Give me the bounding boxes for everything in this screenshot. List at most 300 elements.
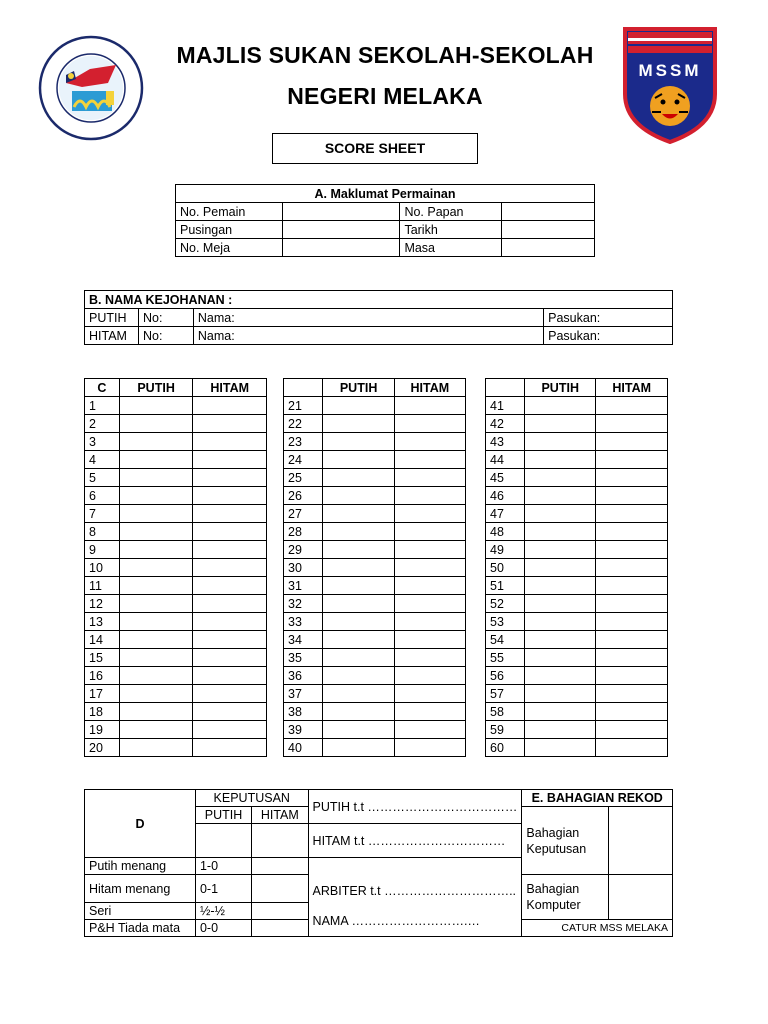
hitam-move-cell[interactable] [596, 613, 668, 631]
hitam-move-cell[interactable] [193, 415, 267, 433]
putih-move-cell[interactable] [323, 739, 394, 757]
hitam-move-cell[interactable] [193, 541, 267, 559]
hitam-move-cell[interactable] [193, 613, 267, 631]
putih-move-cell[interactable] [119, 703, 193, 721]
hitam-move-cell[interactable] [193, 487, 267, 505]
move-number: 52 [486, 595, 525, 613]
move-number: 24 [284, 451, 323, 469]
putih-move-cell[interactable] [525, 595, 596, 613]
move-row [284, 559, 466, 577]
putih-move-cell[interactable] [323, 721, 394, 739]
move-number: 37 [284, 685, 323, 703]
bahagian-keputusan-field[interactable] [609, 807, 673, 875]
hitam-move-cell[interactable] [394, 577, 465, 595]
result-putih-field[interactable] [195, 824, 251, 858]
putih-move-cell[interactable] [119, 505, 193, 523]
putih-move-cell[interactable] [525, 505, 596, 523]
move-row [486, 595, 668, 613]
putih-move-cell[interactable] [119, 721, 193, 739]
move-row [85, 523, 267, 541]
svg-text:MSSM: MSSM [638, 61, 702, 80]
hitam-move-cell[interactable] [394, 397, 465, 415]
move-row [85, 685, 267, 703]
hitam-move-cell[interactable] [394, 541, 465, 559]
label-no-papan: No. Papan [400, 203, 502, 221]
move-row [486, 487, 668, 505]
putih-move-cell[interactable] [323, 541, 394, 559]
moves-table-3 [485, 378, 668, 757]
hitam-move-cell[interactable] [394, 703, 465, 721]
move-row [284, 505, 466, 523]
move-number: 55 [486, 649, 525, 667]
move-number: 38 [284, 703, 323, 721]
result-label-seri: Seri [85, 903, 196, 920]
hitam-move-cell[interactable] [596, 595, 668, 613]
putih-move-cell[interactable] [525, 397, 596, 415]
move-number: 58 [486, 703, 525, 721]
move-row [284, 595, 466, 613]
hitam-move-cell[interactable] [394, 595, 465, 613]
putih-move-cell[interactable] [119, 487, 193, 505]
putih-move-cell[interactable] [119, 595, 193, 613]
hitam-move-cell[interactable] [193, 721, 267, 739]
result-score-putih-menang: 1-0 [195, 858, 251, 875]
move-number: 49 [486, 541, 525, 559]
move-row [284, 523, 466, 541]
move-row [486, 523, 668, 541]
result-mark-tiada-mata[interactable] [252, 920, 308, 937]
side-putih: PUTIH [85, 309, 139, 327]
col-hitam-header: HITAM [394, 379, 465, 397]
hitam-move-cell[interactable] [596, 721, 668, 739]
move-number: 50 [486, 559, 525, 577]
putih-move-cell[interactable] [119, 667, 193, 685]
putih-move-cell[interactable] [119, 685, 193, 703]
section-a-table [175, 184, 595, 257]
result-label-tiada-mata: P&H Tiada mata [85, 920, 196, 937]
move-number: 44 [486, 451, 525, 469]
putih-move-cell[interactable] [525, 487, 596, 505]
result-score-hitam-menang: 0-1 [195, 875, 251, 903]
putih-move-cell[interactable] [323, 649, 394, 667]
hitam-move-cell[interactable] [394, 649, 465, 667]
hitam-move-cell[interactable] [596, 433, 668, 451]
putih-move-cell[interactable] [525, 703, 596, 721]
result-label-hitam-menang: Hitam menang [85, 875, 196, 903]
move-row [284, 739, 466, 757]
hitam-move-cell[interactable] [596, 487, 668, 505]
keputusan-hitam: HITAM [252, 807, 308, 824]
putih-move-cell[interactable] [323, 505, 394, 523]
putih-move-cell[interactable] [119, 397, 193, 415]
move-number: 42 [486, 415, 525, 433]
move-row [85, 595, 267, 613]
putih-move-cell[interactable] [119, 451, 193, 469]
putih-move-cell[interactable] [323, 577, 394, 595]
putih-move-cell[interactable] [323, 703, 394, 721]
hitam-move-cell[interactable] [193, 523, 267, 541]
move-number: 48 [486, 523, 525, 541]
move-number: 1 [85, 397, 120, 415]
move-row [284, 541, 466, 559]
input-no-meja[interactable] [282, 239, 400, 257]
hitam-move-cell[interactable] [596, 541, 668, 559]
move-number: 60 [486, 739, 525, 757]
move-number: 41 [486, 397, 525, 415]
move-number: 3 [85, 433, 120, 451]
putih-move-cell[interactable] [323, 523, 394, 541]
putih-move-cell[interactable] [323, 469, 394, 487]
moves-table-2 [283, 378, 466, 757]
putih-move-cell[interactable] [119, 613, 193, 631]
putih-move-cell[interactable] [323, 685, 394, 703]
move-row [85, 397, 267, 415]
hitam-signature[interactable]: HITAM t.t …………………………… [308, 824, 522, 858]
hitam-move-cell[interactable] [596, 685, 668, 703]
col-hitam-header: HITAM [193, 379, 267, 397]
col-putih-header: PUTIH [323, 379, 394, 397]
putih-move-cell[interactable] [525, 685, 596, 703]
hitam-move-cell[interactable] [193, 469, 267, 487]
move-row [284, 415, 466, 433]
move-row [486, 739, 668, 757]
move-number: 12 [85, 595, 120, 613]
result-score-tiada-mata: 0-0 [195, 920, 251, 937]
move-number: 18 [85, 703, 120, 721]
move-number: 14 [85, 631, 120, 649]
move-number: 25 [284, 469, 323, 487]
side-hitam: HITAM [85, 327, 139, 345]
putih-move-cell[interactable] [525, 541, 596, 559]
move-row [284, 451, 466, 469]
move-number: 34 [284, 631, 323, 649]
bahagian-komputer-label: Bahagian Komputer [522, 875, 609, 920]
move-row [486, 721, 668, 739]
move-number: 36 [284, 667, 323, 685]
putih-move-cell[interactable] [119, 631, 193, 649]
move-row [486, 613, 668, 631]
putih-move-cell[interactable] [525, 559, 596, 577]
hitam-move-cell[interactable] [394, 451, 465, 469]
move-number: 6 [85, 487, 120, 505]
section-b-title: B. NAMA KEJOHANAN : [85, 291, 673, 309]
hitam-move-cell[interactable] [394, 415, 465, 433]
move-number: 4 [85, 451, 120, 469]
hitam-move-cell[interactable] [596, 469, 668, 487]
hitam-move-cell[interactable] [596, 451, 668, 469]
putih-move-cell[interactable] [525, 667, 596, 685]
move-number: 9 [85, 541, 120, 559]
section-e-title: E. BAHAGIAN REKOD [522, 790, 673, 807]
move-row [486, 433, 668, 451]
move-row [85, 649, 267, 667]
move-row [284, 649, 466, 667]
arbiter-name[interactable]: NAMA ……………………….… [312, 914, 480, 928]
move-row [85, 613, 267, 631]
move-number: 47 [486, 505, 525, 523]
putih-move-cell[interactable] [323, 613, 394, 631]
col-putih-header: PUTIH [119, 379, 193, 397]
hitam-nama-field[interactable]: Nama: [193, 327, 543, 345]
bahagian-keputusan-label: Bahagian Keputusan [522, 807, 609, 875]
move-row [284, 631, 466, 649]
hitam-move-cell[interactable] [193, 433, 267, 451]
move-row [85, 577, 267, 595]
move-number: 53 [486, 613, 525, 631]
page-title-line1: MAJLIS SUKAN SEKOLAH-SEKOLAH [176, 42, 594, 68]
move-row [85, 451, 267, 469]
move-row [85, 487, 267, 505]
hitam-move-cell[interactable] [394, 487, 465, 505]
result-hitam-field[interactable] [252, 824, 308, 858]
putih-move-cell[interactable] [525, 523, 596, 541]
putih-move-cell[interactable] [525, 631, 596, 649]
section-d-label: D [85, 790, 196, 858]
hitam-move-cell[interactable] [394, 505, 465, 523]
move-row [486, 685, 668, 703]
putih-no-field[interactable]: No: [138, 309, 193, 327]
hitam-move-cell[interactable] [193, 703, 267, 721]
move-row [85, 667, 267, 685]
hitam-move-cell[interactable] [394, 613, 465, 631]
move-number: 16 [85, 667, 120, 685]
label-pusingan: Pusingan [176, 221, 283, 239]
input-pusingan[interactable] [282, 221, 400, 239]
hitam-move-cell[interactable] [596, 505, 668, 523]
move-number: 51 [486, 577, 525, 595]
putih-move-cell[interactable] [525, 415, 596, 433]
move-number: 11 [85, 577, 120, 595]
result-mark-putih-menang[interactable] [252, 858, 308, 875]
hitam-move-cell[interactable] [193, 505, 267, 523]
arbiter-signature[interactable]: ARBITER t.t ………………………….. [312, 884, 517, 898]
putih-move-cell[interactable] [323, 433, 394, 451]
move-number: 59 [486, 721, 525, 739]
move-number: 17 [85, 685, 120, 703]
section-c-label: C [85, 379, 120, 397]
keputusan-header: KEPUTUSAN [195, 790, 308, 807]
move-number: 45 [486, 469, 525, 487]
section-a-title: A. Maklumat Permainan [176, 185, 595, 203]
hitam-move-cell[interactable] [394, 469, 465, 487]
move-row [486, 541, 668, 559]
footer-credit: CATUR MSS MELAKA [522, 920, 673, 937]
result-mark-hitam-menang[interactable] [252, 875, 308, 903]
hitam-move-cell[interactable] [596, 397, 668, 415]
move-number: 39 [284, 721, 323, 739]
putih-move-cell[interactable] [119, 577, 193, 595]
move-row [85, 721, 267, 739]
move-number: 57 [486, 685, 525, 703]
move-number: 10 [85, 559, 120, 577]
label-no-meja: No. Meja [176, 239, 283, 257]
putih-signature[interactable]: PUTIH t.t ……………………………… [308, 790, 522, 824]
putih-move-cell[interactable] [323, 595, 394, 613]
move-row [284, 487, 466, 505]
putih-move-cell[interactable] [119, 541, 193, 559]
hitam-move-cell[interactable] [596, 739, 668, 757]
hitam-move-cell[interactable] [193, 397, 267, 415]
move-number: 30 [284, 559, 323, 577]
move-number-header [284, 379, 323, 397]
putih-pasukan-field[interactable]: Pasukan: [544, 309, 673, 327]
move-number: 15 [85, 649, 120, 667]
putih-move-cell[interactable] [119, 415, 193, 433]
hitam-move-cell[interactable] [394, 433, 465, 451]
mssm-tiger-shield-logo [622, 26, 718, 144]
move-row [486, 649, 668, 667]
hitam-move-cell[interactable] [596, 631, 668, 649]
move-row [284, 577, 466, 595]
move-row [284, 721, 466, 739]
putih-move-cell[interactable] [323, 487, 394, 505]
move-number: 31 [284, 577, 323, 595]
move-row [85, 631, 267, 649]
moves-table-1 [84, 378, 267, 757]
hitam-move-cell[interactable] [394, 559, 465, 577]
move-number-header [486, 379, 525, 397]
label-tarikh: Tarikh [400, 221, 502, 239]
move-number: 28 [284, 523, 323, 541]
move-number: 32 [284, 595, 323, 613]
move-row [486, 415, 668, 433]
hitam-move-cell[interactable] [394, 739, 465, 757]
move-row [85, 433, 267, 451]
move-number: 13 [85, 613, 120, 631]
move-number: 35 [284, 649, 323, 667]
move-number: 20 [85, 739, 120, 757]
putih-move-cell[interactable] [119, 649, 193, 667]
hitam-pasukan-field[interactable]: Pasukan: [544, 327, 673, 345]
hitam-move-cell[interactable] [596, 667, 668, 685]
putih-nama-field[interactable]: Nama: [193, 309, 543, 327]
hitam-move-cell[interactable] [193, 667, 267, 685]
arbiter-signature-block[interactable] [308, 858, 522, 937]
move-number: 54 [486, 631, 525, 649]
hitam-move-cell[interactable] [193, 577, 267, 595]
move-row [85, 559, 267, 577]
move-row [85, 703, 267, 721]
score-sheet-label: SCORE SHEET [272, 133, 478, 164]
input-tarikh[interactable] [502, 221, 595, 239]
hitam-move-cell[interactable] [193, 649, 267, 667]
putih-move-cell[interactable] [525, 577, 596, 595]
hitam-move-cell[interactable] [193, 595, 267, 613]
putih-move-cell[interactable] [119, 523, 193, 541]
hitam-move-cell[interactable] [394, 523, 465, 541]
putih-move-cell[interactable] [323, 667, 394, 685]
move-number: 5 [85, 469, 120, 487]
col-hitam-header: HITAM [596, 379, 668, 397]
putih-move-cell[interactable] [119, 469, 193, 487]
hitam-move-cell[interactable] [596, 523, 668, 541]
hitam-move-cell[interactable] [596, 649, 668, 667]
move-row [85, 415, 267, 433]
putih-move-cell[interactable] [525, 469, 596, 487]
putih-move-cell[interactable] [525, 721, 596, 739]
putih-move-cell[interactable] [525, 649, 596, 667]
page-title-line2: NEGERI MELAKA [287, 83, 483, 109]
hitam-move-cell[interactable] [596, 415, 668, 433]
hitam-move-cell[interactable] [193, 739, 267, 757]
putih-move-cell[interactable] [119, 739, 193, 757]
putih-move-cell[interactable] [119, 433, 193, 451]
move-number: 46 [486, 487, 525, 505]
putih-move-cell[interactable] [525, 613, 596, 631]
move-row [486, 397, 668, 415]
move-row [284, 613, 466, 631]
move-row [85, 541, 267, 559]
hitam-no-field[interactable]: No: [138, 327, 193, 345]
move-number: 43 [486, 433, 525, 451]
keputusan-putih: PUTIH [195, 807, 251, 824]
section-d-e-table [84, 789, 673, 937]
move-number: 2 [85, 415, 120, 433]
move-number: 22 [284, 415, 323, 433]
putih-move-cell[interactable] [323, 397, 394, 415]
input-no-pemain[interactable] [282, 203, 400, 221]
hitam-move-cell[interactable] [596, 703, 668, 721]
putih-move-cell[interactable] [525, 433, 596, 451]
hitam-move-cell[interactable] [596, 559, 668, 577]
hitam-move-cell[interactable] [394, 721, 465, 739]
move-number: 26 [284, 487, 323, 505]
hitam-move-cell[interactable] [193, 631, 267, 649]
input-masa[interactable] [502, 239, 595, 257]
putih-move-cell[interactable] [119, 559, 193, 577]
putih-move-cell[interactable] [323, 415, 394, 433]
move-number: 33 [284, 613, 323, 631]
putih-move-cell[interactable] [323, 559, 394, 577]
hitam-move-cell[interactable] [596, 577, 668, 595]
move-row [486, 505, 668, 523]
move-number: 19 [85, 721, 120, 739]
input-no-papan[interactable] [502, 203, 595, 221]
putih-move-cell[interactable] [323, 451, 394, 469]
move-row [284, 397, 466, 415]
move-row [85, 469, 267, 487]
move-number: 56 [486, 667, 525, 685]
move-number: 40 [284, 739, 323, 757]
move-number: 21 [284, 397, 323, 415]
putih-move-cell[interactable] [525, 739, 596, 757]
move-row [284, 433, 466, 451]
putih-move-cell[interactable] [525, 451, 596, 469]
move-row [486, 469, 668, 487]
result-mark-seri[interactable] [252, 903, 308, 920]
result-score-seri: ½-½ [195, 903, 251, 920]
hitam-move-cell[interactable] [193, 559, 267, 577]
move-row [284, 685, 466, 703]
hitam-move-cell[interactable] [193, 685, 267, 703]
move-number: 8 [85, 523, 120, 541]
hitam-move-cell[interactable] [394, 667, 465, 685]
move-row [85, 505, 267, 523]
move-row [284, 469, 466, 487]
move-number: 7 [85, 505, 120, 523]
hitam-move-cell[interactable] [394, 685, 465, 703]
move-row [486, 631, 668, 649]
hitam-move-cell[interactable] [394, 631, 465, 649]
putih-move-cell[interactable] [323, 631, 394, 649]
move-number: 27 [284, 505, 323, 523]
bahagian-komputer-field[interactable] [609, 875, 673, 920]
move-row [486, 451, 668, 469]
result-label-putih-menang: Putih menang [85, 858, 196, 875]
move-row [486, 559, 668, 577]
label-masa: Masa [400, 239, 502, 257]
hitam-move-cell[interactable] [193, 451, 267, 469]
